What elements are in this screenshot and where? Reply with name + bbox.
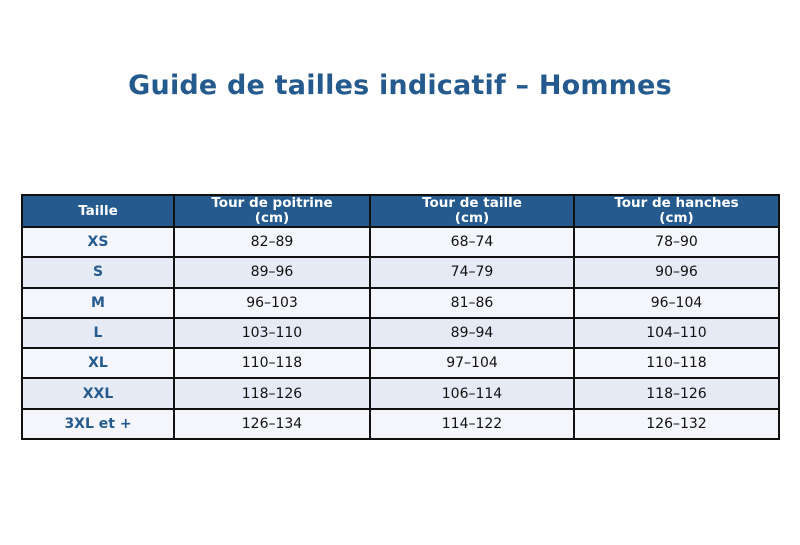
waist-cell: 89–94: [370, 318, 574, 348]
waist-cell: 114–122: [370, 409, 574, 439]
waist-cell: 81–86: [370, 288, 574, 318]
table-row: [22, 348, 779, 378]
chest-cell: 126–134: [174, 409, 370, 439]
table-row: [22, 288, 779, 318]
header-tour-de-hanches: [574, 195, 779, 227]
header-taille: Taille: [22, 195, 174, 227]
size-cell: XXL: [22, 378, 174, 408]
size-cell: M: [22, 288, 174, 318]
table-row: [22, 227, 779, 257]
table-row: [22, 257, 779, 287]
hips-cell: 104–110: [574, 318, 779, 348]
hips-cell: 110–118: [574, 348, 779, 378]
table-row: [22, 378, 779, 408]
hips-cell: 78–90: [574, 227, 779, 257]
waist-cell: 106–114: [370, 378, 574, 408]
table-row: [22, 409, 779, 439]
waist-cell: 68–74: [370, 227, 574, 257]
header-tour-de-taille-label: Tour de taille (cm): [422, 195, 522, 226]
table-header-row: [22, 195, 779, 227]
hips-cell: 126–132: [574, 409, 779, 439]
page-title: Guide de tailles indicatif – Hommes: [128, 70, 672, 101]
hips-cell: 90–96: [574, 257, 779, 287]
chest-cell: 110–118: [174, 348, 370, 378]
size-cell: XL: [22, 348, 174, 378]
header-tour-de-poitrine-label: Tour de poitrine (cm): [211, 195, 333, 226]
table-row: [22, 318, 779, 348]
size-cell: XS: [22, 227, 174, 257]
size-cell: S: [22, 257, 174, 287]
hips-cell: 118–126: [574, 378, 779, 408]
chest-cell: 82–89: [174, 227, 370, 257]
size-cell: 3XL et +: [22, 409, 174, 439]
header-tour-de-taille: [370, 195, 574, 227]
chest-cell: 96–103: [174, 288, 370, 318]
header-tour-de-hanches-label: Tour de hanches (cm): [614, 195, 739, 226]
waist-cell: 97–104: [370, 348, 574, 378]
chest-cell: 89–96: [174, 257, 370, 287]
size-cell: L: [22, 318, 174, 348]
waist-cell: 74–79: [370, 257, 574, 287]
chest-cell: 118–126: [174, 378, 370, 408]
chest-cell: 103–110: [174, 318, 370, 348]
header-tour-de-poitrine: [174, 195, 370, 227]
hips-cell: 96–104: [574, 288, 779, 318]
size-guide-table: [21, 194, 780, 440]
